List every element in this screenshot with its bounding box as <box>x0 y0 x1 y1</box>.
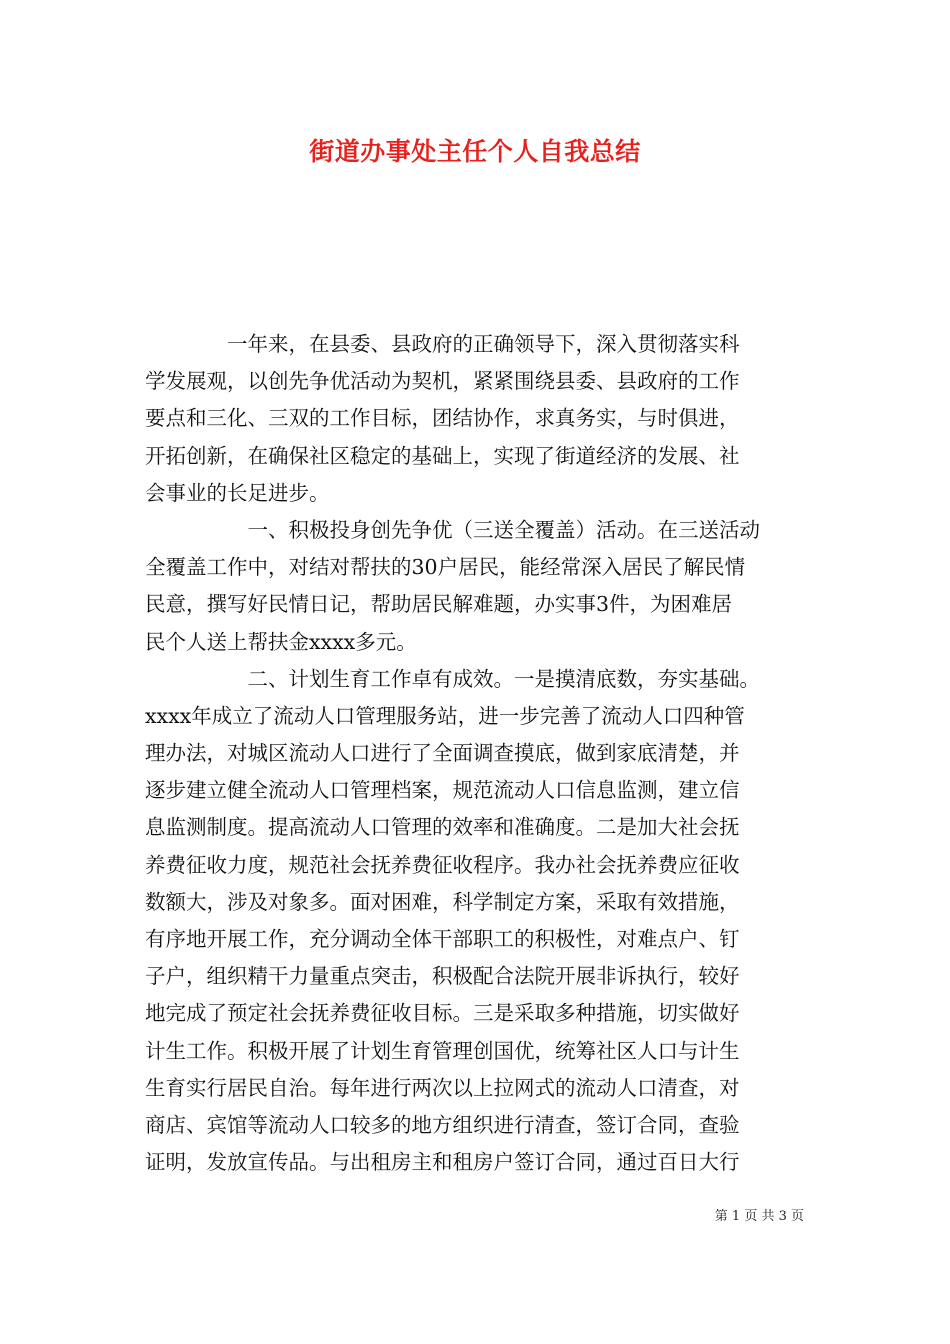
text-line: 子户，组织精干力量重点突击，积极配合法院开展非诉执行，较好 <box>145 964 740 989</box>
text-line: 开拓创新，在确保社区稳定的基础上，实现了街道经济的发展、社 <box>145 443 740 468</box>
paragraph-section-2 <box>145 661 825 1182</box>
text-line: 生育实行居民自治。每年进行两次以上拉网式的流动人口清查，对 <box>145 1075 740 1100</box>
text-line: 计生工作。积极开展了计划生育管理创国优，统筹社区人口与计生 <box>145 1038 740 1063</box>
document-title: 街道办事处主任个人自我总结 <box>309 137 641 166</box>
text-line: 商店、宾馆等流动人口较多的地方组织进行清查，签订合同，查验 <box>145 1112 740 1137</box>
text-line: 会事业的长足进步。 <box>145 480 330 505</box>
text-line: 民意，撰写好民情日记，帮助居民解难题，办实事3件，为困难居 <box>145 592 733 617</box>
text-line: 息监测制度。提高流动人口管理的效率和准确度。二是加大社会抚 <box>145 815 740 840</box>
text-line: 理办法，对城区流动人口进行了全面调查摸底，做到家底清楚，并 <box>145 741 740 766</box>
text-line: 二、计划生育工作卓有成效。一是摸清底数，夯实基础。 <box>145 666 760 691</box>
text-line: 一、积极投身创先争优（三送全覆盖）活动。在三送活动 <box>145 517 760 542</box>
text-line: 证明，发放宣传品。与出租房主和租房户签订合同，通过百日大行 <box>145 1150 740 1175</box>
text-line: 数额大，涉及对象多。面对困难，科学制定方案，采取有效措施， <box>145 889 740 914</box>
text-line: 要点和三化、三双的工作目标，团结协作，求真务实，与时俱进， <box>145 406 740 431</box>
paragraph-intro <box>145 326 825 512</box>
text-line: 学发展观，以创先争优活动为契机，紧紧围绕县委、县政府的工作 <box>145 369 740 394</box>
document-body <box>145 326 825 1181</box>
text-line: 有序地开展工作，充分调动全体干部职工的积极性，对难点户、钉 <box>145 927 740 951</box>
page-number-footer: 第 1 页 共 3 页 <box>714 1209 804 1224</box>
text-line: 全覆盖工作中，对结对帮扶的30户居民，能经常深入居民了解民情 <box>145 555 746 580</box>
paragraph-section-1 <box>145 512 825 661</box>
text-line: 地完成了预定社会抚养费征收目标。三是采取多种措施，切实做好 <box>145 1001 740 1026</box>
text-line: 一年来，在县委、县政府的正确领导下，深入贯彻落实科 <box>145 332 740 356</box>
text-line: 民个人送上帮扶金xxxx多元。 <box>145 629 417 654</box>
text-line: xxxx年成立了流动人口管理服务站，进一步完善了流动人口四种管 <box>145 703 745 728</box>
text-line: 养费征收力度，规范社会抚养费征收程序。我办社会抚养费应征收 <box>145 852 740 877</box>
text-line: 逐步建立健全流动人口管理档案，规范流动人口信息监测，建立信 <box>145 778 740 803</box>
